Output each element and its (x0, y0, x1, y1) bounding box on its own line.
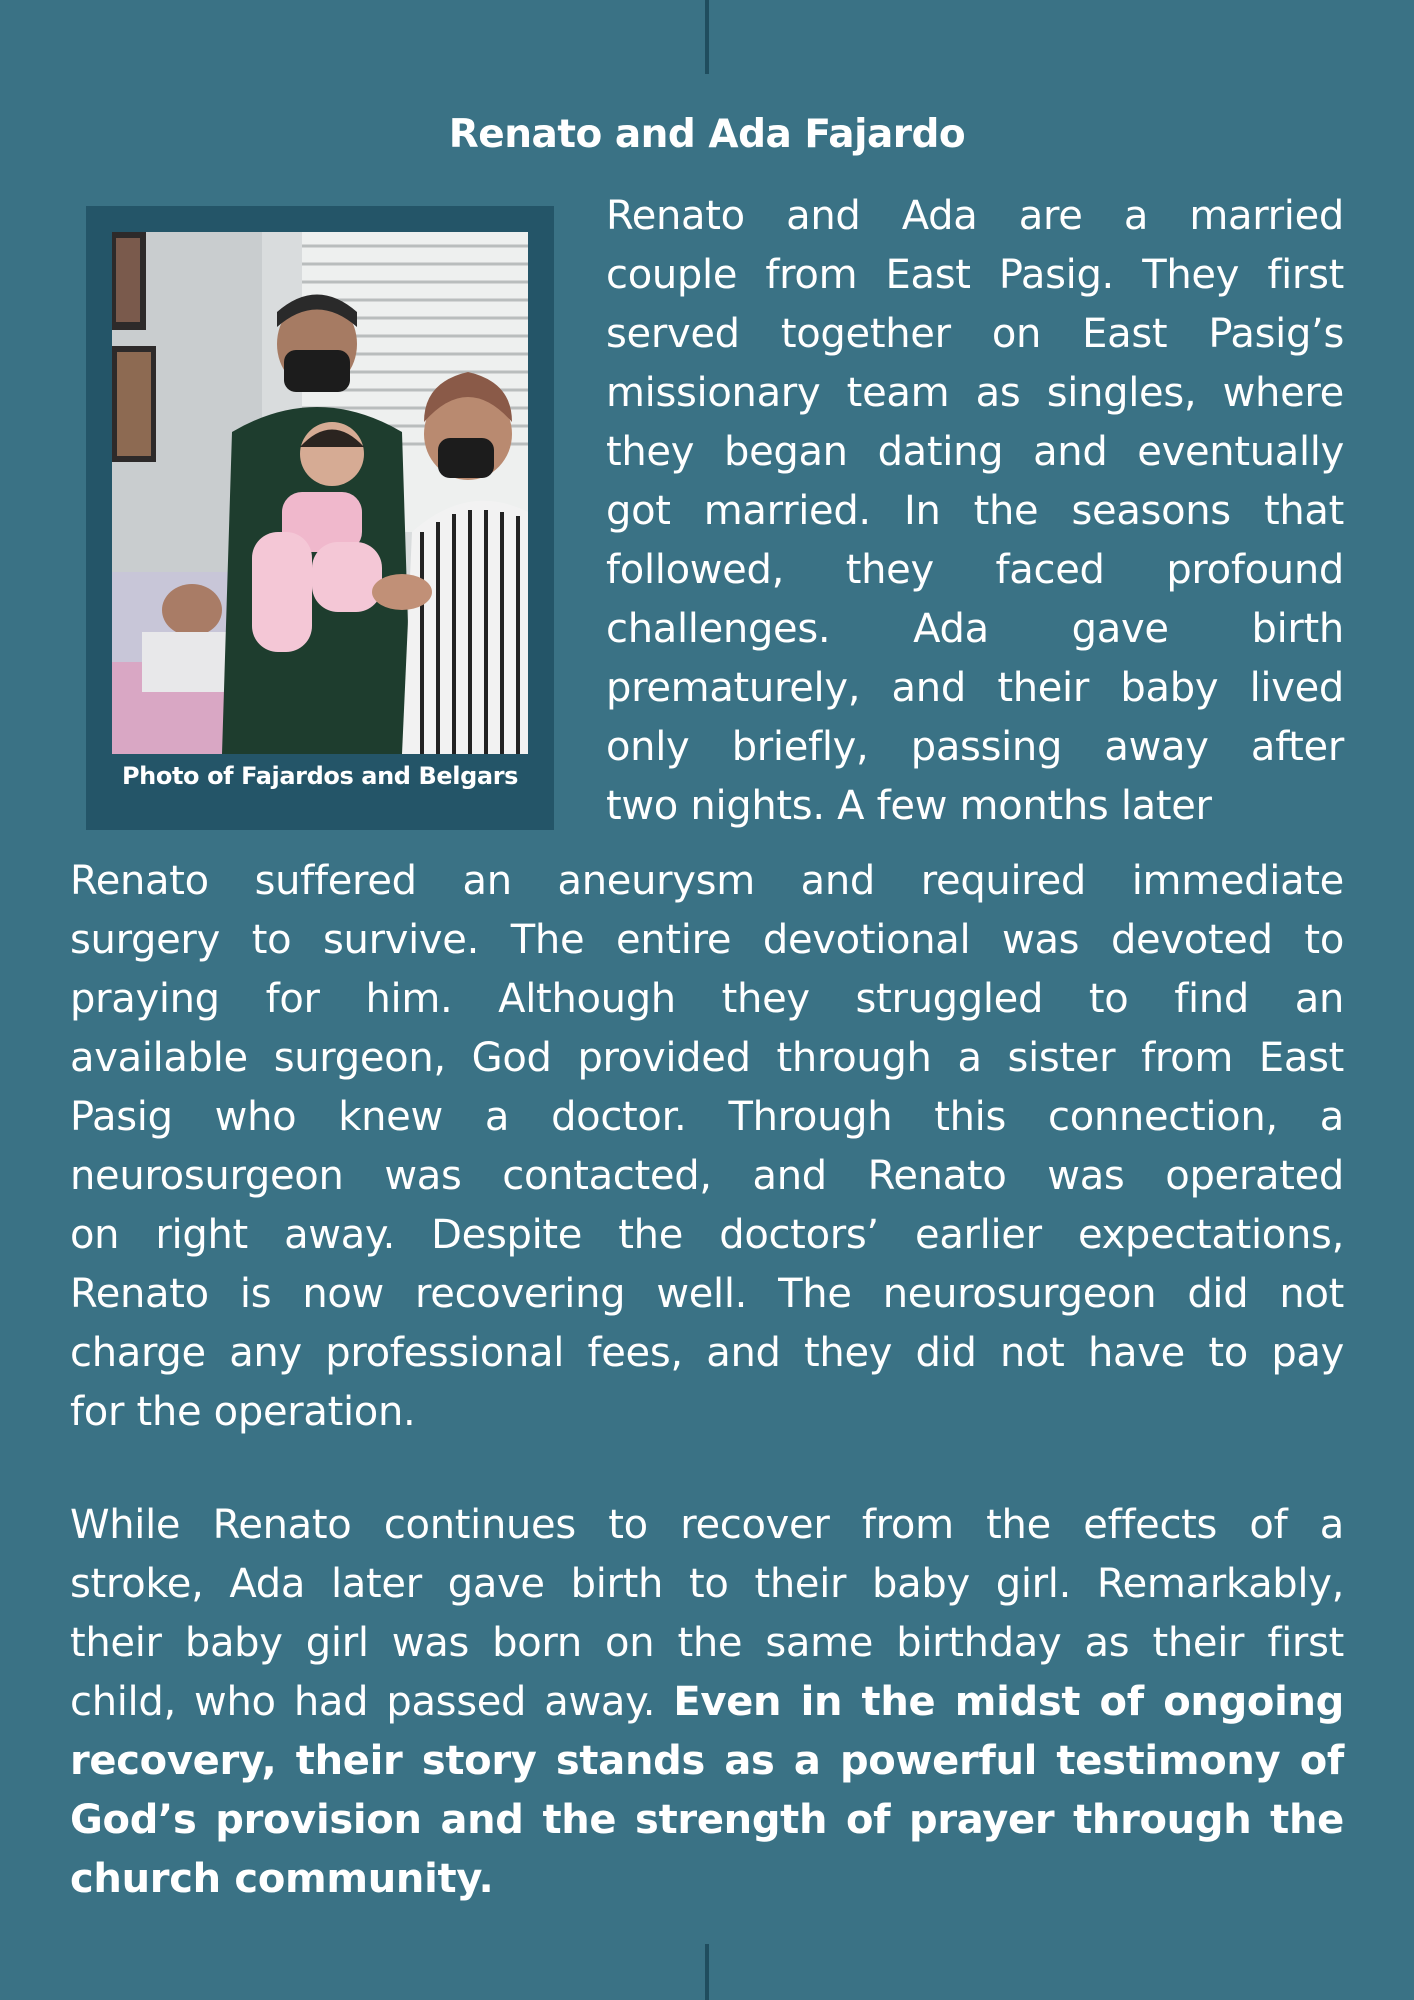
text-line: missionary team as singles, where (606, 370, 1344, 416)
text-line: surgery to survive. The entire devotional was devoted to (70, 917, 1344, 963)
text-line: praying for him. Although they struggled to find an (70, 976, 1344, 1022)
text-line: While Renato continues to recover from the effects of a (70, 1502, 1344, 1548)
text-line: prematurely, and their baby lived (606, 665, 1344, 711)
text-line: two nights. A few months later (606, 783, 1212, 829)
page-title: Renato and Ada Fajardo (448, 112, 966, 157)
text-line: couple from East Pasig. They first (606, 252, 1344, 298)
text-line-bold: church community. (70, 1856, 494, 1902)
text-line: followed, they faced profound (606, 547, 1344, 593)
text-line-bold: God’s provision and the strength of prayer through the (70, 1797, 1344, 1843)
text-line-mixed (70, 1673, 1344, 1732)
photo-frame (86, 206, 554, 830)
text-line: they began dating and eventually (606, 429, 1344, 475)
family-photo (112, 232, 528, 754)
text-line: got married. In the seasons that (606, 488, 1344, 534)
text-line: for the operation. (70, 1389, 416, 1435)
text-line-bold: recovery, their story stands as a powerful testimony of (70, 1738, 1344, 1784)
text-line: their baby girl was born on the same birthday as their first (70, 1620, 1344, 1666)
text-line: available surgeon, God provided through a sister from East (70, 1035, 1344, 1081)
text-line: Renato is now recovering well. The neurosurgeon did not (70, 1271, 1344, 1317)
text-bold: Even in the midst of ongoing (673, 1679, 1344, 1725)
text-line: neurosurgeon was contacted, and Renato was operated (70, 1153, 1344, 1199)
photo-caption: Photo of Fajardos and Belgars (121, 762, 519, 790)
text-line: Renato suffered an aneurysm and required immediate (70, 858, 1344, 904)
text-line: on right away. Despite the doctors’ earlier expectations, (70, 1212, 1344, 1258)
paragraph-testimony (70, 1496, 1344, 1909)
text-regular: child, who had passed away. (70, 1679, 674, 1725)
text-line: Renato and Ada are a married (606, 193, 1344, 239)
paragraph-surgery (70, 852, 1344, 1442)
family-photo-illustration (112, 232, 528, 754)
bottom-divider (705, 1944, 709, 2000)
text-line: charge any professional fees, and they did not have to pay (70, 1330, 1344, 1376)
text-line: Pasig who knew a doctor. Through this connection, a (70, 1094, 1344, 1140)
text-line: served together on East Pasig’s (606, 311, 1344, 357)
text-line: challenges. Ada gave birth (606, 606, 1344, 652)
text-line: stroke, Ada later gave birth to their baby girl. Remarkably, (70, 1561, 1344, 1607)
top-divider (705, 0, 709, 74)
text-line: only briefly, passing away after (606, 724, 1344, 770)
paragraph-intro (606, 187, 1344, 836)
